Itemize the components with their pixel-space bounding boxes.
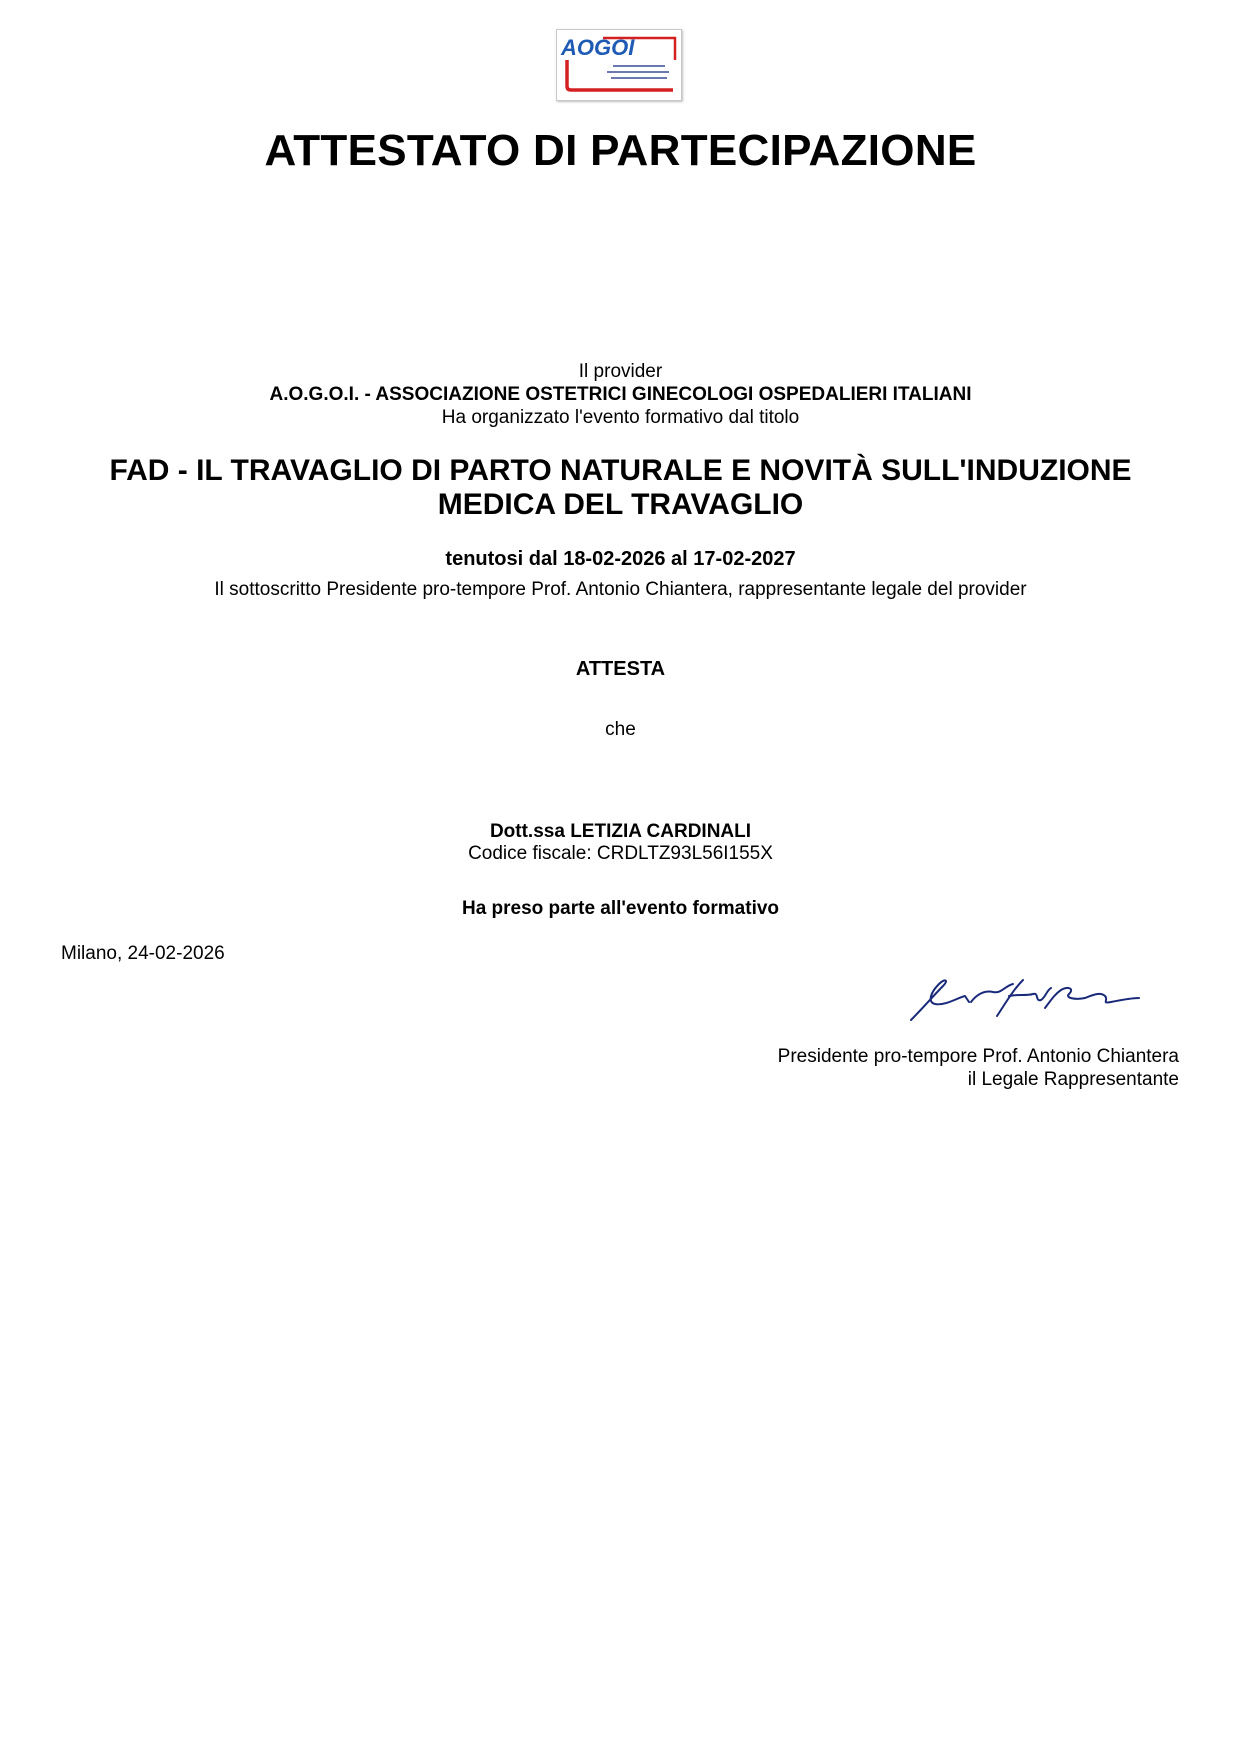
declarant-statement: Il sottoscritto Presidente pro-tempore Prof. Antonio Chiantera, rappresentante legale del provider — [214, 579, 1027, 600]
attesta-heading: ATTESTA — [575, 658, 666, 680]
organized-text: Ha organizzato l'evento formativo dal titolo — [441, 407, 800, 428]
provider-intro: Il provider — [578, 361, 663, 382]
place-date: Milano, 24-02-2026 — [61, 943, 225, 964]
certificate-title: ATTESTATO DI PARTECIPAZIONE — [264, 126, 977, 175]
event-dates: tenutosi dal 18-02-2026 al 17-02-2027 — [445, 548, 796, 570]
recipient-name: Dott.ssa LETIZIA CARDINALI — [489, 821, 752, 842]
event-title — [0, 454, 1241, 522]
recipient-tax-code: Codice fiscale: CRDLTZ93L56I155X — [468, 843, 773, 864]
aogoi-logo — [556, 29, 682, 101]
signature-block — [778, 1045, 1179, 1091]
participation-statement: Ha preso parte all'evento formativo — [461, 898, 780, 919]
provider-name: A.O.G.O.I. - ASSOCIAZIONE OSTETRICI GINECOLOGI OSPEDALIERI ITALIANI — [269, 384, 972, 405]
event-title-line-2: MEDICA DEL TRAVAGLIO — [437, 488, 804, 521]
event-title-line-1: FAD - IL TRAVAGLIO DI PARTO NATURALE E NOVITÀ SULL'INDUZIONE — [109, 454, 1132, 487]
signatory-title: Presidente pro-tempore Prof. Antonio Chiantera — [777, 1046, 1179, 1067]
logo-wordmark: AOGOI — [561, 35, 635, 60]
handwritten-signature — [905, 972, 1145, 1030]
che-text: che — [605, 719, 636, 740]
signatory-role: il Legale Rappresentante — [967, 1069, 1179, 1090]
